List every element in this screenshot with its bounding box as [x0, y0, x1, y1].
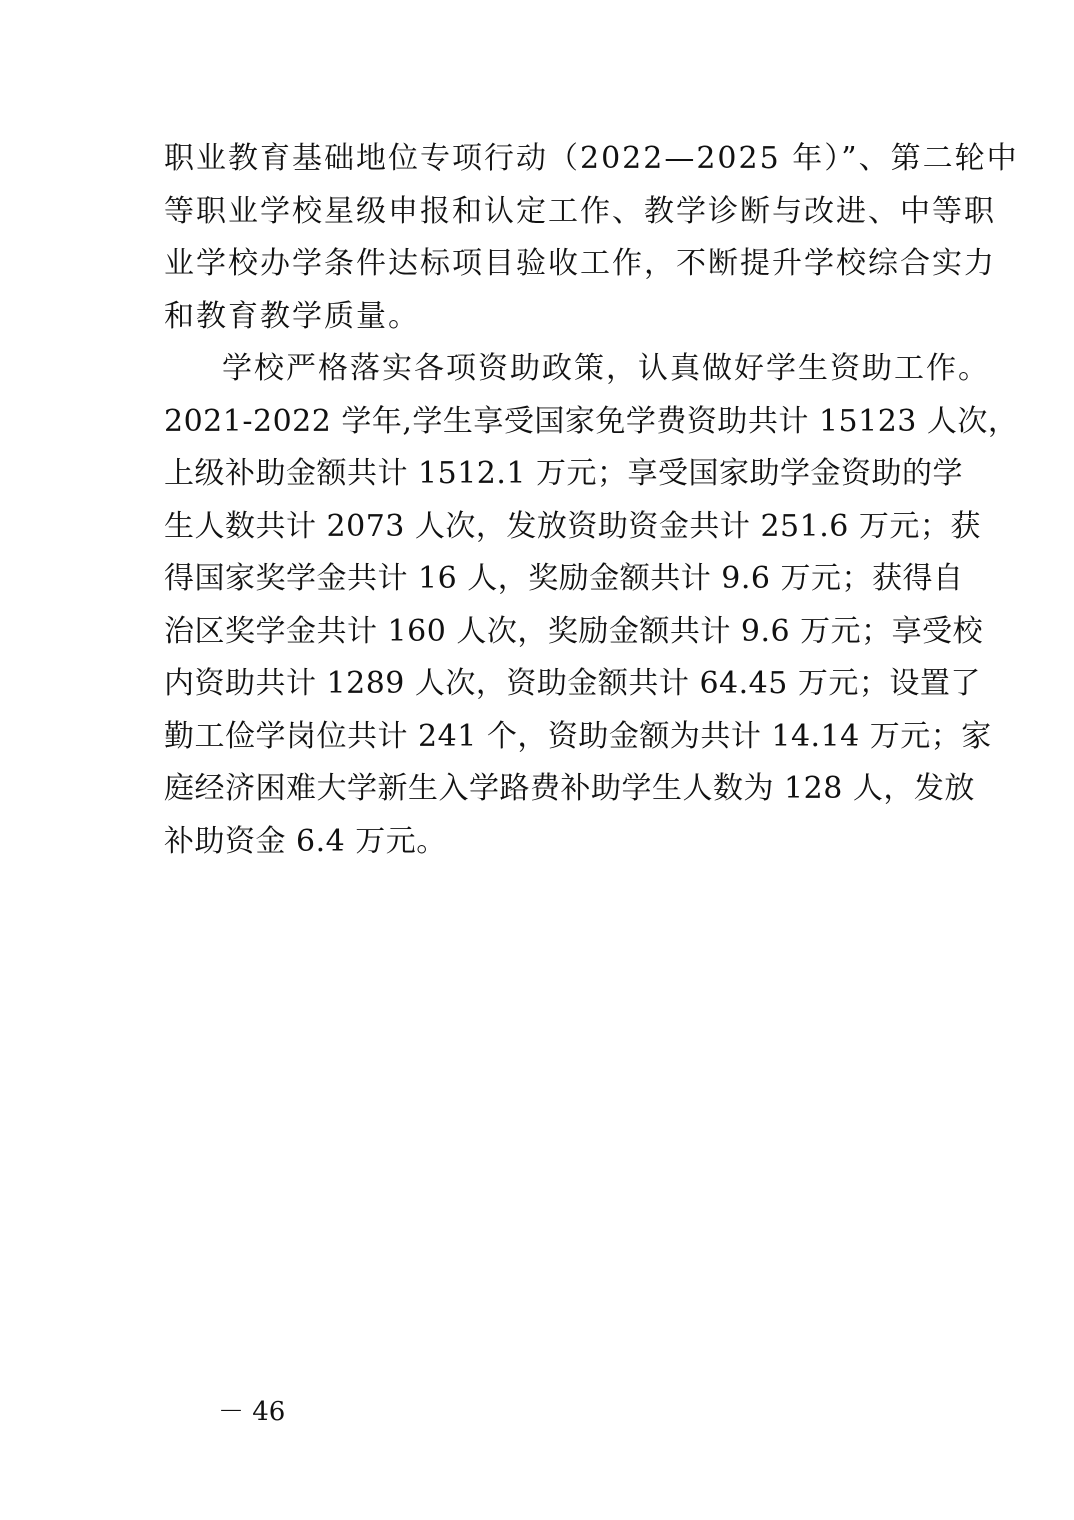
- paragraph-2-line-8: 勤工俭学岗位共计 241 个，资助金额为共计 14.14 万元；家: [164, 718, 992, 754]
- paragraph-2-line-9: 庭经济困难大学新生入学路费补助学生人数为 128 人，发放: [164, 771, 975, 806]
- paragraph-1-line-4: 和教育教学质量。: [164, 298, 420, 334]
- paragraph-1-line-1: 职业教育基础地位专项行动（2022—2025 年）”、第二轮中: [164, 141, 1019, 176]
- paragraph-1-line-2: 等职业学校星级申报和认定工作、教学诊断与改进、中等职: [164, 193, 996, 229]
- paragraph-2-line-1: 学校严格落实各项资助政策，认真做好学生资助工作。: [222, 351, 990, 386]
- page-number: － 46: [218, 1397, 286, 1427]
- body-text: [164, 133, 1019, 868]
- paragraph-1-line-3: 业学校办学条件达标项目验收工作，不断提升学校综合实力: [164, 246, 996, 281]
- paragraph-2-line-4: 生人数共计 2073 人次，发放资助资金共计 251.6 万元；获: [164, 508, 981, 544]
- paragraph-2-line-7: 内资助共计 1289 人次，资助金额共计 64.45 万元；设置了: [164, 666, 981, 701]
- paragraph-2-line-10: 补助资金 6.4 万元。: [164, 823, 447, 859]
- paragraph-2-line-3: 上级补助金额共计 1512.1 万元；享受国家助学金资助的学: [164, 456, 964, 491]
- paragraph-2-line-5: 得国家奖学金共计 16 人，奖励金额共计 9.6 万元；获得自: [164, 561, 964, 596]
- paragraph-2-line-2: 2021-2022 学年,学生享受国家免学费资助共计 15123 人次，: [164, 403, 1019, 439]
- paragraph-2-line-6: 治区奖学金共计 160 人次，奖励金额共计 9.6 万元；享受校: [164, 613, 984, 649]
